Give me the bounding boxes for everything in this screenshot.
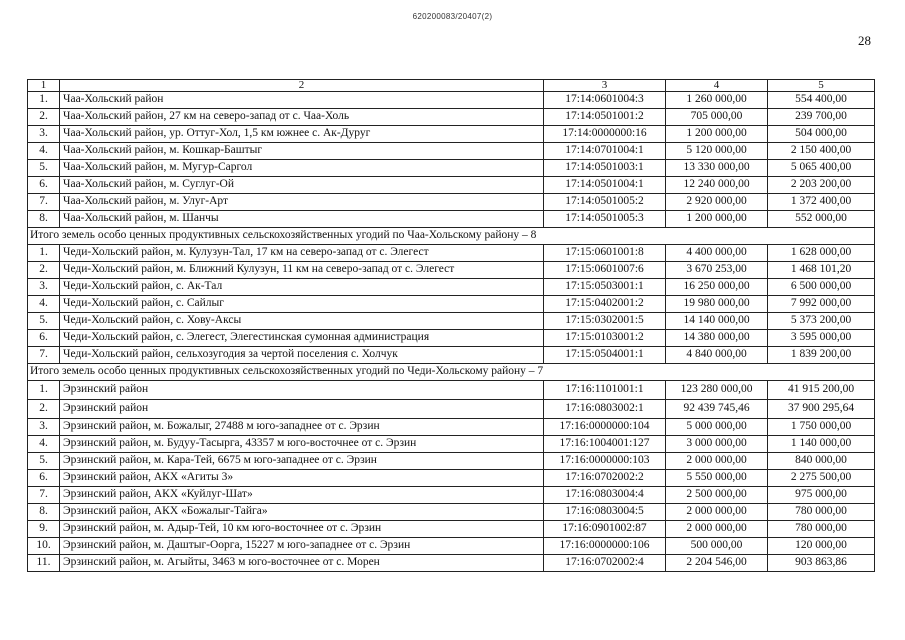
location-name: Чеди-Хольский район, сельхозугодия за чертой поселения с. Холчук (60, 347, 544, 364)
value-col-4: 2 000 000,00 (666, 504, 768, 521)
table-row (28, 470, 875, 487)
table-row (28, 521, 875, 538)
location-name: Чеди-Хольский район, м. Кулузун-Тал, 17 км на северо-запад от с. Элегест (60, 245, 544, 262)
value-col-5: 120 000,00 (768, 538, 875, 555)
land-table (27, 79, 875, 572)
cadastral-number: 17:16:1101001:1 (544, 381, 666, 400)
page-number: 28 (858, 33, 871, 48)
location-name: Эрзинский район, м. Божалыг, 27488 м юго-западнее от с. Эрзин (60, 419, 544, 436)
value-col-5: 1 628 000,00 (768, 245, 875, 262)
value-col-4: 2 500 000,00 (666, 487, 768, 504)
table-row (28, 400, 875, 419)
value-col-5: 37 900 295,64 (768, 400, 875, 419)
cadastral-number: 17:16:0803004:5 (544, 504, 666, 521)
cadastral-number: 17:16:0000000:104 (544, 419, 666, 436)
value-col-4: 5 120 000,00 (666, 143, 768, 160)
value-col-4: 2 204 546,00 (666, 555, 768, 572)
table-row (28, 279, 875, 296)
location-name: Эрзинский район, м. Даштыг-Оорга, 15227 м юго-западнее от с. Эрзин (60, 538, 544, 555)
value-col-4: 4 840 000,00 (666, 347, 768, 364)
value-col-5: 2 203 200,00 (768, 177, 875, 194)
row-number: 1. (28, 381, 60, 400)
row-number: 3. (28, 126, 60, 143)
cadastral-number: 17:14:0501001:2 (544, 109, 666, 126)
location-name: Чеди-Хольский район, м. Ближний Кулузун, 11 км на северо-запад от с. Элегест (60, 262, 544, 279)
cadastral-number: 17:16:1004001:127 (544, 436, 666, 453)
value-col-5: 504 000,00 (768, 126, 875, 143)
column-header: 5 (768, 80, 875, 92)
row-number: 5. (28, 453, 60, 470)
value-col-5: 1 750 000,00 (768, 419, 875, 436)
summary-text: Итого земель особо ценных продуктивных сельскохозяйственных угодий по Чеди-Хольскому району – 7 (28, 364, 875, 381)
table-row (28, 555, 875, 572)
value-col-4: 13 330 000,00 (666, 160, 768, 177)
value-col-5: 1 140 000,00 (768, 436, 875, 453)
row-number: 10. (28, 538, 60, 555)
row-number: 4. (28, 436, 60, 453)
value-col-5: 3 595 000,00 (768, 330, 875, 347)
location-name: Эрзинский район, м. Кара-Тей, 6675 м юго-западнее от с. Эрзин (60, 453, 544, 470)
value-col-5: 1 372 400,00 (768, 194, 875, 211)
row-number: 2. (28, 109, 60, 126)
value-col-5: 41 915 200,00 (768, 381, 875, 400)
location-name: Чеди-Хольский район, с. Сайлыг (60, 296, 544, 313)
table-row (28, 160, 875, 177)
table-row (28, 262, 875, 279)
location-name: Эрзинский район, АКХ «Божалыг-Тайга» (60, 504, 544, 521)
value-col-4: 3 670 253,00 (666, 262, 768, 279)
value-col-4: 4 400 000,00 (666, 245, 768, 262)
location-name: Чаа-Хольский район, м. Кошкар-Баштыг (60, 143, 544, 160)
value-col-4: 14 140 000,00 (666, 313, 768, 330)
value-col-4: 5 550 000,00 (666, 470, 768, 487)
location-name: Чаа-Хольский район, м. Мугур-Саргол (60, 160, 544, 177)
cadastral-number: 17:15:0302001:5 (544, 313, 666, 330)
value-col-4: 1 200 000,00 (666, 126, 768, 143)
value-col-4: 12 240 000,00 (666, 177, 768, 194)
value-col-5: 780 000,00 (768, 521, 875, 538)
table-row (28, 92, 875, 109)
cadastral-number: 17:16:0702002:2 (544, 470, 666, 487)
location-name: Чаа-Хольский район, м. Суглуг-Ой (60, 177, 544, 194)
value-col-5: 975 000,00 (768, 487, 875, 504)
cadastral-number: 17:14:0501005:2 (544, 194, 666, 211)
cadastral-number: 17:16:0803002:1 (544, 400, 666, 419)
value-col-4: 1 260 000,00 (666, 92, 768, 109)
value-col-5: 554 400,00 (768, 92, 875, 109)
value-col-4: 14 380 000,00 (666, 330, 768, 347)
row-number: 8. (28, 504, 60, 521)
value-col-4: 2 920 000,00 (666, 194, 768, 211)
value-col-4: 1 200 000,00 (666, 211, 768, 228)
table-row (28, 109, 875, 126)
table-body (28, 92, 875, 572)
row-number: 7. (28, 194, 60, 211)
row-number: 3. (28, 279, 60, 296)
table-row (28, 436, 875, 453)
row-number: 6. (28, 470, 60, 487)
table-row (28, 504, 875, 521)
value-col-5: 5 065 400,00 (768, 160, 875, 177)
cadastral-number: 17:16:0803004:4 (544, 487, 666, 504)
value-col-4: 2 000 000,00 (666, 521, 768, 538)
table-row (28, 245, 875, 262)
value-col-5: 6 500 000,00 (768, 279, 875, 296)
value-col-5: 780 000,00 (768, 504, 875, 521)
location-name: Чаа-Хольский район, 27 км на северо-запад от с. Чаа-Холь (60, 109, 544, 126)
table-row (28, 538, 875, 555)
table-row (28, 487, 875, 504)
header-row (28, 80, 875, 92)
row-number: 4. (28, 296, 60, 313)
value-col-5: 903 863,86 (768, 555, 875, 572)
value-col-5: 1 839 200,00 (768, 347, 875, 364)
value-col-4: 19 980 000,00 (666, 296, 768, 313)
summary-row (28, 364, 875, 381)
table-row (28, 330, 875, 347)
table-row (28, 453, 875, 470)
cadastral-number: 17:15:0103001:2 (544, 330, 666, 347)
row-number: 5. (28, 160, 60, 177)
table-row (28, 381, 875, 400)
table-row (28, 143, 875, 160)
value-col-4: 3 000 000,00 (666, 436, 768, 453)
location-name: Чеди-Хольский район, с. Хову-Аксы (60, 313, 544, 330)
table-row (28, 211, 875, 228)
cadastral-number: 17:14:0601004:3 (544, 92, 666, 109)
row-number: 11. (28, 555, 60, 572)
row-number: 6. (28, 177, 60, 194)
table-row (28, 347, 875, 364)
location-name: Эрзинский район, м. Агыйты, 3463 м юго-восточнее от с. Морен (60, 555, 544, 572)
location-name: Чеди-Хольский район, с. Ак-Тал (60, 279, 544, 296)
location-name: Чаа-Хольский район (60, 92, 544, 109)
row-number: 3. (28, 419, 60, 436)
location-name: Эрзинский район (60, 400, 544, 419)
cadastral-number: 17:14:0000000:16 (544, 126, 666, 143)
location-name: Эрзинский район (60, 381, 544, 400)
document-code: 620200083/20407(2) (412, 12, 493, 21)
location-name: Эрзинский район, АКХ «Куйлуг-Шат» (60, 487, 544, 504)
value-col-5: 840 000,00 (768, 453, 875, 470)
location-name: Эрзинский район, м. Будуу-Тасырга, 43357 м юго-восточнее от с. Эрзин (60, 436, 544, 453)
cadastral-number: 17:16:0000000:106 (544, 538, 666, 555)
cadastral-number: 17:15:0601007:6 (544, 262, 666, 279)
cadastral-number: 17:15:0504001:1 (544, 347, 666, 364)
cadastral-number: 17:15:0503001:1 (544, 279, 666, 296)
summary-text: Итого земель особо ценных продуктивных сельскохозяйственных угодий по Чаа-Хольскому району – 8 (28, 228, 875, 245)
value-col-5: 552 000,00 (768, 211, 875, 228)
row-number: 1. (28, 245, 60, 262)
column-header: 1 (28, 80, 60, 92)
row-number: 2. (28, 262, 60, 279)
column-header: 4 (666, 80, 768, 92)
cadastral-number: 17:14:0501003:1 (544, 160, 666, 177)
row-number: 7. (28, 347, 60, 364)
row-number: 8. (28, 211, 60, 228)
location-name: Эрзинский район, АКХ «Агиты 3» (60, 470, 544, 487)
value-col-4: 2 000 000,00 (666, 453, 768, 470)
cadastral-number: 17:15:0402001:2 (544, 296, 666, 313)
column-header: 2 (60, 80, 544, 92)
value-col-4: 500 000,00 (666, 538, 768, 555)
location-name: Чаа-Хольский район, м. Шанчы (60, 211, 544, 228)
location-name: Эрзинский район, м. Адыр-Тей, 10 км юго-восточнее от с. Эрзин (60, 521, 544, 538)
location-name: Чеди-Хольский район, с. Элегест, Элегестинская сумонная администрация (60, 330, 544, 347)
summary-row (28, 228, 875, 245)
value-col-4: 5 000 000,00 (666, 419, 768, 436)
row-number: 5. (28, 313, 60, 330)
row-number: 2. (28, 400, 60, 419)
value-col-5: 239 700,00 (768, 109, 875, 126)
table-row (28, 194, 875, 211)
cadastral-number: 17:15:0601001:8 (544, 245, 666, 262)
row-number: 6. (28, 330, 60, 347)
value-col-5: 5 373 200,00 (768, 313, 875, 330)
row-number: 7. (28, 487, 60, 504)
value-col-5: 7 992 000,00 (768, 296, 875, 313)
row-number: 1. (28, 92, 60, 109)
table-row (28, 126, 875, 143)
value-col-5: 2 275 500,00 (768, 470, 875, 487)
table-row (28, 296, 875, 313)
value-col-4: 705 000,00 (666, 109, 768, 126)
cadastral-number: 17:14:0501004:1 (544, 177, 666, 194)
table-row (28, 419, 875, 436)
location-name: Чаа-Хольский район, м. Улуг-Арт (60, 194, 544, 211)
value-col-4: 123 280 000,00 (666, 381, 768, 400)
cadastral-number: 17:14:0501005:3 (544, 211, 666, 228)
value-col-4: 92 439 745,46 (666, 400, 768, 419)
table-row (28, 177, 875, 194)
location-name: Чаа-Хольский район, ур. Оттуг-Хол, 1,5 км южнее с. Ак-Дуруг (60, 126, 544, 143)
value-col-5: 1 468 101,20 (768, 262, 875, 279)
table-row (28, 313, 875, 330)
row-number: 4. (28, 143, 60, 160)
value-col-4: 16 250 000,00 (666, 279, 768, 296)
row-number: 9. (28, 521, 60, 538)
value-col-5: 2 150 400,00 (768, 143, 875, 160)
column-header: 3 (544, 80, 666, 92)
cadastral-number: 17:16:0000000:103 (544, 453, 666, 470)
cadastral-number: 17:16:0901002:87 (544, 521, 666, 538)
cadastral-number: 17:14:0701004:1 (544, 143, 666, 160)
cadastral-number: 17:16:0702002:4 (544, 555, 666, 572)
